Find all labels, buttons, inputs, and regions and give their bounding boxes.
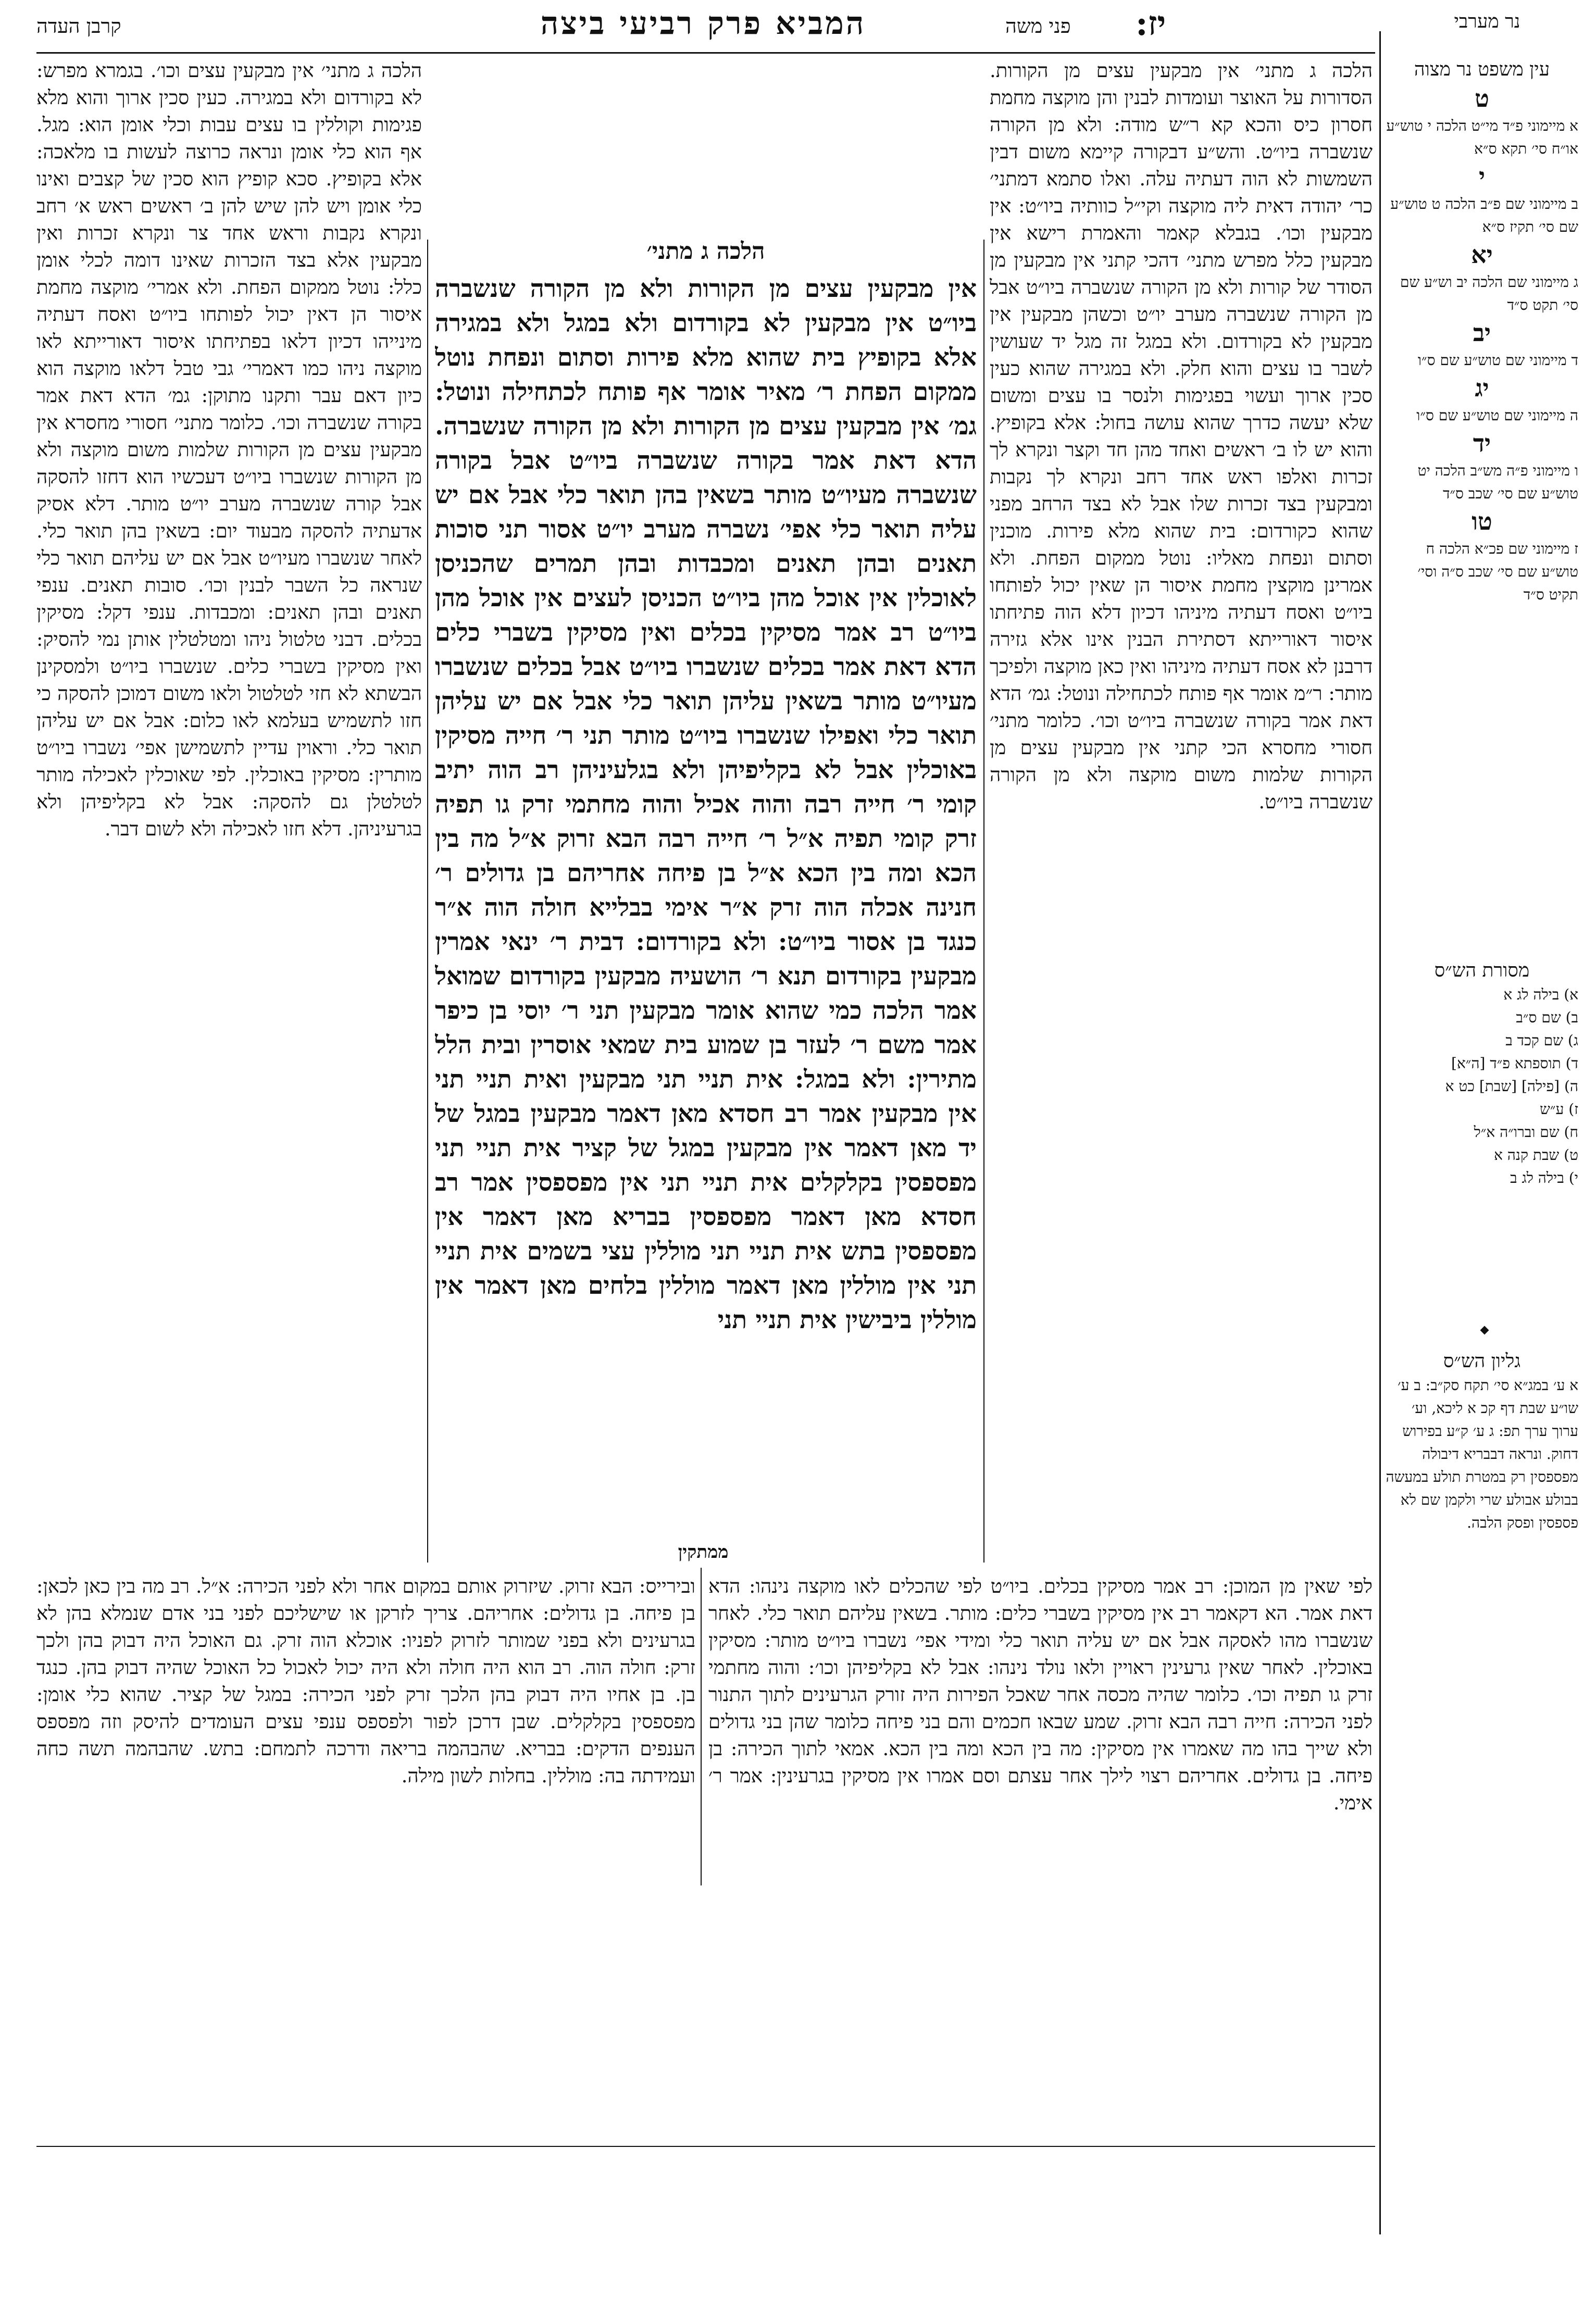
ein-mishpat-entry: טו ז מיימוני שם פכ״א הלכה ח טוש״ע שם סי׳ שכב ס״ה וסי׳ תקיט ס״ד xyxy=(1417,507,1578,603)
masoret-item: ט) שבת קנה א xyxy=(1494,1146,1578,1164)
gilyon-text: א ע׳ במג״א סי׳ תקח סק״ב: ב ע׳ שו״ע שבת דף קכ א ליכא, וע׳ ערוך ערך תפ: ג ע׳ ק״ע בפירוש דחוק. ונראה דבבריא דיבולה מפספסין רק במטרת תולע במעשה בבולע אבולע שרי ולקמן שם לא פספסין ופסק הלבה. xyxy=(1386,1377,1578,1531)
masoret-item: ב) שם ס״ב xyxy=(1516,1009,1578,1026)
gilyon-title: גליון הש״ס xyxy=(1443,1351,1521,1372)
column-divider-left xyxy=(427,240,428,1563)
pnei-moshe-lower xyxy=(708,1573,1373,2115)
gilyon-sidebar xyxy=(1386,1349,1578,2130)
ein-mishpat-entry: יא ג מיימוני שם הלכה יב וש״ע שם סי׳ תקט ס״ד xyxy=(1400,241,1578,314)
column-divider-right xyxy=(983,240,984,1563)
ein-mishpat-entry: יב ד מיימוני שם טוש״ע שם ס״ו xyxy=(1417,319,1578,369)
main-sign: ממתקין xyxy=(678,1542,729,1563)
masoret-item: י) בילה לג ב xyxy=(1510,1169,1578,1186)
header-title: המביא פרק רביעי ביצה xyxy=(540,5,866,42)
ein-mishpat-title: עין משפט נר מצוה xyxy=(1414,59,1550,80)
lower-divider xyxy=(701,1568,702,1885)
masoret-item: ז) ע״ש xyxy=(1540,1101,1578,1118)
main-talmud-column xyxy=(435,234,977,1589)
header-ner-maaravi-label: נר מערבי xyxy=(1454,11,1520,32)
sidebar-divider xyxy=(1379,31,1381,2234)
masoret-item: ג) שם קכד ב xyxy=(1505,1032,1578,1049)
masoret-title: מסורת הש״ס xyxy=(1434,960,1530,981)
header-korban-edah-label: קרבן העדה xyxy=(36,15,121,38)
page-number: יז: xyxy=(1136,4,1166,43)
masoret-item: א) בילה לג א xyxy=(1503,986,1578,1003)
masoret-item: ח) שם וברו״ה א״ל xyxy=(1474,1123,1578,1141)
korban-edah-text: הלכה ג מתני׳ אין מבקעין עצים וכו׳. בגמרא מפרש: לא בקורדום ולא במגירה. כעין סכין ארוך והוא מלא פגימות וקוללין בו עצים עבות וכלי אומן הוא: מגל. אף הוא כלי אומן ונראה כרוצה לעשות בו מלאכה: אלא בקופיץ. סכא קופיץ הוא סכין של קצבים ואינו כלי אומן ויש להן שיש להן ב׳ ראשים ראש א׳ רחב ונקרא נקבות וראש אחד צר ונקרא זכרות ואין מבקעין אלא בצד הזכרות שאינו דומה לכלי אומן כלל: נוטל ממקום הפחת. ולא אמרי׳ מוקצה מחמת איסור הן דאין יכול לפותחו ביו״ט ואסח דעתיה מינייהו דכיון דלאו בפתיחתו איסור דאורייתא לאו מוקצה ניהו כמו דאמרי׳ גבי טבל דלאו מוקצה הוא כיון דאם עבר ותקנו מתוקן: גמ׳ הדא דאת אמר בקורה שנשברה וכו׳. כלומר מתני׳ חסורי מחסרא אין מבקעין עצים מן הקורות שלמות משום מוקצה ולא מן הקורות שנשברו ביו״ט דעכשיו הוא דחזו להסקה אבל קורה שנשברה מערב יו״ט מותר. דלא אסיק אדעתיה להסקה מבעוד יום: בשאין בהן תואר כלי. לאחר שנשברו מעיו״ט אבל אם יש עליהם תואר כלי שנראה כל השבר לבנין וכו׳. סובות תאנים. ענפי תאנים ובהן תאנים: ומכבדות. ענפי דקל: מסיקין בכלים. דבני טלטול ניהו ומטלטלין אותן נמי להסיק: ואין מסיקין בשברי כלים. שנשברו ביו״ט ולמסקינן הבשתא לא חזי לטלטול ולאו משום דמוכן להסקה כי חזו לתשמיש בעלמא לאו כלום: אבל אם יש עליהן תואר כלי. וראוין עדיין לתשמישן אפי׳ נשברו ביו״ט מותרין: מסיקין באוכלין. לפי שאוכלין לאכילה מותר לטלטלן גם להסקה: אבל לא בקליפיהן ולא בגרעיניהן. דלא חזו לאכילה ולא לשום דבר. xyxy=(36,59,422,840)
korban-edah-commentary xyxy=(36,57,422,1568)
ornament-divider xyxy=(1406,1326,1563,1335)
pnei-moshe-text: הלכה ג מתני׳ אין מבקעין עצים מן הקורות. הסדורות על האוצר ועומדות לבנין והן מוקצה מחמת חסרון כיס והכא קא ר״ש מודה: ולא מן הקורה שנשברה ביו״ט. והש״ע דבקורה קיימא משום דבין השמשות לא הוה דעתיה עלה. ואלו סתמא דמתני׳ כר׳ יהודה דאית ליה מוקצה וקי״ל כוותיה ביו״ט: אין מבקעין וכו׳. בגבלא קאמר והאמרת רישא אין מבקעין כלל מפרש מתני׳ דהכי קתני אין מבקעין מן הסודר של קורות ולא מן הקורה שנשברה ביו״ט אבל מן הקורה שנשברה מערב יו״ט וכשהן מבקעין אין מבקעין לא בקורדום. ולא במגל זה מגל יד שעושין לשבר בו עצים והוא חלק. ולא במגירה שהוא כעין סכין ארוך ועשוי בפגימות ולנסר בו עצים ומשום שלא יעשה כדרך שהוא עושה בחול: אלא בקופיץ. והוא יש לו ב׳ ראשים ואחד מהן חד וקצר ונקרא לך זכרות ואלפו ראש אחד רחב ונקרא לך נקבות ומבקעין בצד זכרות שלו אבל לא בצד הרחב מפני שהוא כקורדום: בית שהוא מלא פירות. מוכנין וסתום ונפחת מאליו: נוטל ממקום הפחת. ולא אמרינן מוקצין מחמת איסור הן שאין יכול לפותחו ביו״ט ואסח דעתיה מיניהו דכיון דלא הוה פתיחתו איסור דאורייתא דסתירת הבנין אינו אלא גזירה דרבנן לא אסח דעתיה מיניהו ואין כאן מוקצה ולפיכך מותר: ר״מ אומר אף פותח לכתחילה ונוטל: גמ׳ הדא דאת אמר בקורה שנשברה ביו״ט וכו׳. כלומר מתני׳ חסורי מחסרא הכי קתני אין מבקעין עצים מן הקורות שלמות משום מוקצה ולא מן הקורה שנשברה ביו״ט. xyxy=(990,59,1373,813)
masoret-item: ד) תוספתא פ״ד [ה״א] xyxy=(1451,1055,1578,1072)
main-talmud-text: אין מבקעין עצים מן הקורות ולא מן הקורה שנשברה ביו״ט אין מבקעין לא בקורדום ולא במגל ולא במגירה אלא בקופיץ בית שהוא מלא פירות וסתום ונפחת נוטל ממקום הפחת ר׳ מאיר אומר אף פותח לכתחילה ונוטל: גמ׳ אין מבקעין עצים מן הקורות ולא מן הקורה שנשברה. הדא דאת אמר בקורה שנשברה ביו״ט אבל בקורה שנשברה מעיו״ט מותר בשאין בהן תואר כלי אבל אם יש עליה תואר כלי אפי׳ נשברה מערב יו״ט אסור תני סוכות תאנים ובהן תאנים ומכבדות ובהן תמרים שהכניסן לאוכלין אין אוכל מהן ביו״ט הכניסן לעצים אין אוכל מהן ביו״ט רב אמר מסיקין בכלים ואין מסיקין בשברי כלים הדא דאת אמר בכלים שנשברו ביו״ט אבל בכלים שנשברו מעיו״ט מותר בשאין עליהן תואר כלי אבל אם יש עליהן תואר כלי ואפילו שנשברו ביו״ט מותר תני ר׳ חייה מסיקין באוכלין אבל לא בקליפיהן ולא בגלעיניהן רב הוה יתיב קומי ר׳ חייה רבה והוה אכיל והוה מחתמי זרק גו תפיה זרק קומי תפיה א״ל ר׳ חייה רבה הבא זרוק א״ל מה בין הכא ומה בין הכא א״ל בן פיחה אחריהם בן גדולים ר׳ חנינה אכלה הוה זרק א״ר אימי בבלייא חולה הוה א״ר כנגד בן אסור ביו״ט: ולא בקורדום: דבית ר׳ ינאי אמרין מבקעין בקורדום תנא ר׳ הושעיה מבקעין בקורדום שמואל אמר הלכה כמי שהוא אומר מבקעין תני ר׳ יוסי בן כיפר אמר משם ר׳ לעזר בן שמוע בית שמאי אוסרין ובית הלל מתירין: ולא במגל: אית תניי תני מבקעין ואית תניי תני אין מבקעין אמר רב חסדא מאן דאמר מבקעין במגל של יד מאן דאמר אין מבקעין במגל של קציר אית תניי תני מפספסין בקלקלים אית תניי תני אין מפספסין אמר רב חסדא מאן דאמר מפספסין בבריא מאן דאמר אין מפספסין בתש אית תניי תני מוללין עצי בשמים אית תניי תני אין מוללין מאן דאמר מוללין בלחים מאן דאמר אין מוללין ביבישין אית תניי תני xyxy=(435,274,977,1334)
korban-edah-lower-text: ובירייס: הבא זרוק. שיזרוק אותם במקום אחר ולא לפני הכירה: א״ל. רב מה בין כאן לכאן: בן פיחה. בן גדולים: אחריהם. צריך לזרקן או שישליכם לפני בני אדם שנמלא בהן לא בגרעינים ולא בפני שמותר לזרוק לפניו: אוכלא הוה זרק. גם האוכל היה דבוק בהן ולכך זרק: חולה הוה. רב הוא היה חולה ולא היה יכול לאכול כל האוכל שהיה דבוק בהן. כנגד בן. בן אחיו היה דבוק בהן הלכך זרק לפני הכירה: במגל של קציר. שהוא כלי אומן: מפספסין בקלקלים. שבן דרכן לפור ולפספס ענפי עצים העומדים להיסק וזה מפספס הענפים הדקים: בבריא. שהבהמה בריאה ודרכה לתמחם: בתש. שהבהמה תשה כחה ועמידתה בה: מוללין. בחלות לשון מילה. xyxy=(36,1575,695,1787)
pnei-moshe-lower-text: לפי שאין מן המוכן: רב אמר מסיקין בכלים. ביו״ט לפי שהכלים לאו מוקצה נינהו: הדא דאת אמר. הא דקאמר רב אין מסיקין בשברי כלים: מותר. בשאין עליהם תואר כלי. לאחר שנשברו מהו לאסקה אבל אם יש עליה תואר כלי ומידי אפי׳ נשברו ביו״ט מותר: מסיקין באוכלין. לאחר שאין גרעינין ראויין ולאו נולד נינהו: אבל לא בקליפיהן וכו׳: והוה מחתמי זרק גו תפיה וכו׳. כלומר שהיה מכסה אחר שאכל הפירות היה זורק הגרעינים לתוך התנור לפני הכירה: חייה רבה הבא זרוק. שמע שבאו חכמים והם בני פיחה כלומר שהן בני גדולים ולא שייך בהו מה שאמרו אין מסיקין: מה בין הכא ומה בין הכא. אמאי לתוך הכירה: בן פיחה. בן גדולים. אחריהם רצוי לילך אחר עצתם וסם אמרו אין מסיקין בגרעינין: אמר ר׳ אימי. xyxy=(708,1575,1373,1814)
pnei-moshe-commentary xyxy=(990,57,1373,1568)
ein-mishpat-entry: י ב מיימוני שם פ״ב הלכה ט טוש״ע שם סי׳ תקיז ס״א xyxy=(1390,163,1578,235)
ein-mishpat-entry: ט א מיימוני פ״ד מי״ט הלכה י טוש״ע או״ח סי׳ תקא ס״א xyxy=(1386,84,1578,157)
header-pnei-moshe-label: פני משה xyxy=(1005,15,1071,38)
header-rule xyxy=(36,52,1375,54)
masoret-item: ה) [פילה] [שבת] כט א xyxy=(1445,1078,1578,1095)
ein-mishpat-entry: יד ו מיימוני פ״ה מש״ב הלכה יט טוש״ע שם סי׳ שכב ס״ד xyxy=(1417,429,1578,502)
mishna-heading: הלכה ג מתני׳ xyxy=(646,238,765,265)
korban-edah-lower xyxy=(36,1573,695,2115)
masoret-sidebar xyxy=(1386,958,1578,1323)
footnote-rule xyxy=(36,2146,1375,2147)
ein-mishpat-entry: יג ה מיימוני שם טוש״ע שם ס״ו xyxy=(1416,374,1578,424)
